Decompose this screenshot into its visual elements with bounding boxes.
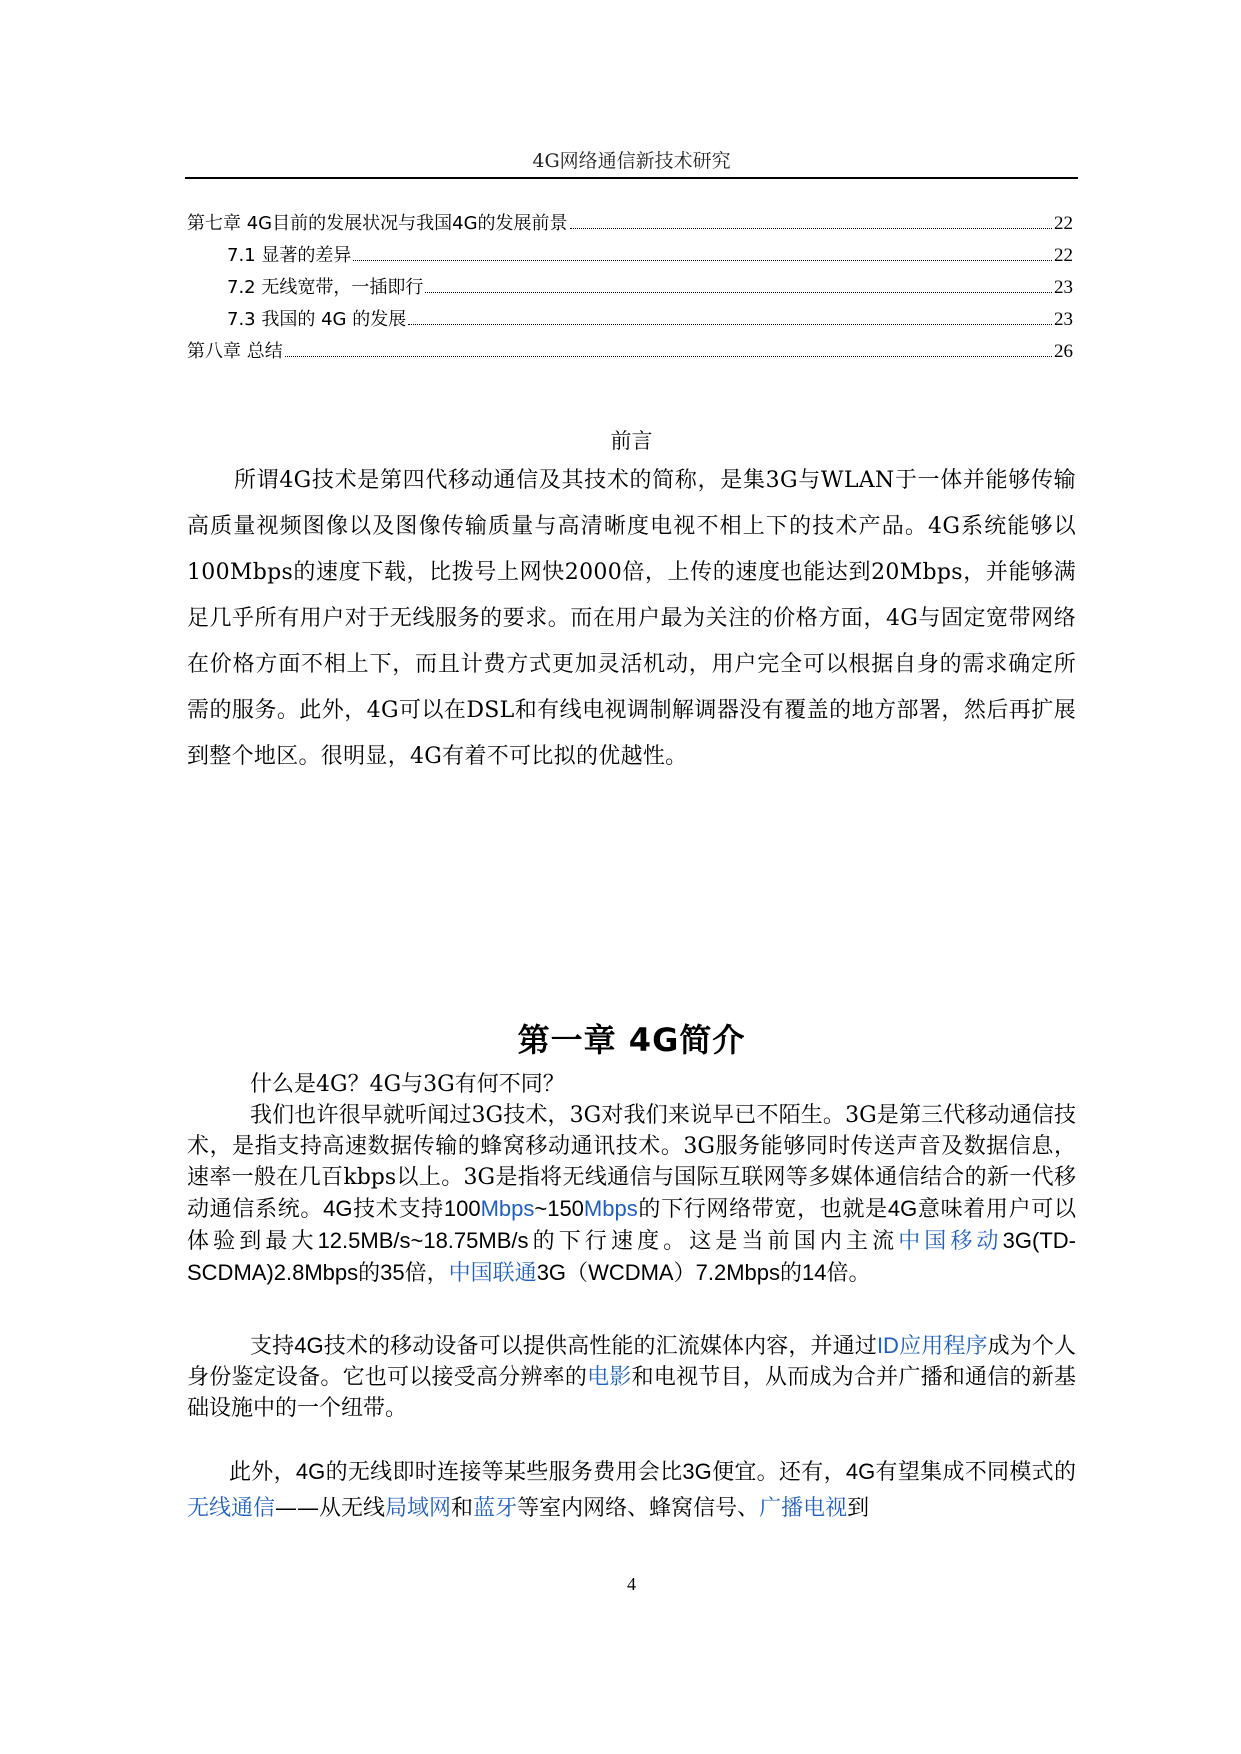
text-run: 4G: [295, 1459, 326, 1484]
text-run: ——从无线: [275, 1496, 386, 1521]
header-rule: [185, 177, 1078, 179]
inline-link[interactable]: Mbps: [480, 1196, 535, 1221]
text-run: 12.5MB/s~18.75MB/s: [317, 1228, 529, 1253]
text-run: 技术支持: [352, 1197, 444, 1222]
text-run: 7.2Mbps: [695, 1260, 781, 1285]
toc-leader-dots: [408, 323, 1052, 325]
chapter-question: 什么是4G？4G与3G有何不同？: [250, 1072, 565, 1097]
toc-entry-page: 22: [1054, 245, 1073, 266]
text-run: 3G: [682, 1459, 712, 1484]
text-run: 我们也许很早就听闻过3G技术，3G对我们来说早已不陌生。3G是第三代移动通信技术，是指支持高速数据传输的蜂窝移动通讯技术。3G服务能够同时传送声音及数据信息，速率一般在几百kbps以上。3G是指将无线通信与国际互联网等多媒体通信结合的新一代移动通信系统。: [187, 1103, 1076, 1222]
text-run: 有望集成不同模式的: [875, 1460, 1076, 1485]
text-run: 4G: [323, 1196, 353, 1221]
chapter-paragraph-3: [187, 1454, 1076, 1527]
text-run: 4G: [294, 1333, 324, 1358]
text-run: 100: [443, 1196, 481, 1221]
toc-entry-label: 7.1 显著的差异: [227, 245, 352, 266]
toc-entry-page: 23: [1054, 309, 1073, 330]
text-run: 4G: [887, 1196, 918, 1221]
text-run: 技术的移动设备可以提供高性能的汇流媒体内容，并通过: [323, 1334, 877, 1359]
text-run: 3G(TD-SCDMA)2.8Mbps: [187, 1228, 1076, 1285]
text-run: 意味着用户可以体验到最大: [187, 1197, 1076, 1254]
text-run: 35: [380, 1260, 405, 1285]
chapter-paragraph-2: [187, 1330, 1076, 1424]
inline-link[interactable]: 蓝牙: [473, 1496, 518, 1521]
text-run: 14: [802, 1260, 827, 1285]
chapter-paragraph-1: [187, 1100, 1076, 1289]
toc-leader-dots: [285, 355, 1052, 357]
toc-entry-page: 22: [1054, 213, 1073, 234]
toc-entry[interactable]: [187, 241, 1073, 273]
toc-leader-dots: [353, 259, 1052, 261]
text-run: 的下行网络带宽，也就是: [637, 1197, 888, 1222]
text-run: 和电视节目，从而成为合并广播和通信的新基础设施中的一个纽带。: [187, 1365, 1076, 1421]
text-run: ~150: [534, 1196, 584, 1221]
text-run: 成为个人身份鉴定设备。它也可以接受高分辨率的: [187, 1334, 1076, 1390]
text-run: 倍，: [404, 1261, 449, 1286]
inline-link[interactable]: ID: [876, 1333, 899, 1358]
text-run: 倍。: [826, 1261, 871, 1286]
foreword-paragraph: 所谓4G技术是第四代移动通信及其技术的简称，是集3G与WLAN于一体并能够传输高质量视频图像以及图像传输质量与高清晰度电视不相上下的技术产品。4G系统能够以100Mbps的速度下载，比拨号上网快2000倍，上传的速度也能达到20Mbps，并能够满足几乎所有用户对于无线服务的要求。而在用户最为关注的价格方面，4G与固定宽带网络在价格方面不相上下，而且计费方式更加灵活机动，用户完全可以根据自身的需求确定所需的服务。此外，4G可以在DSL和有线电视调制解调器没有覆盖的地方部署，然后再扩展到整个地区。很明显，4G有着不可比拟的优越性。: [187, 468, 1076, 769]
inline-link[interactable]: 无线通信: [187, 1496, 276, 1521]
toc-leader-dots: [425, 291, 1052, 293]
toc-entry-page: 23: [1054, 277, 1073, 298]
text-run: 便宜。还有，: [711, 1460, 846, 1485]
text-run: 此外，: [229, 1460, 296, 1485]
chapter-title: 第一章 4G简介: [517, 1021, 746, 1059]
toc-entry[interactable]: [187, 273, 1073, 305]
text-run: ）: [673, 1261, 696, 1286]
text-run: 的: [358, 1261, 381, 1286]
toc-entry-page: 26: [1054, 341, 1073, 362]
text-run: 4G: [845, 1459, 876, 1484]
toc-entry-label: 第七章 4G目前的发展状况与我国4G的发展前景: [187, 213, 568, 234]
inline-link[interactable]: 中国移动: [898, 1229, 1003, 1254]
foreword-title: 前言: [610, 429, 653, 453]
text-run: 的下行速度。这是当前国内主流: [528, 1229, 899, 1254]
toc-entry-label: 7.3 我国的 4G 的发展: [227, 309, 407, 330]
page-number: 4: [627, 1574, 636, 1594]
text-run: 支持: [250, 1334, 295, 1359]
inline-link[interactable]: Mbps: [583, 1196, 638, 1221]
inline-link[interactable]: 应用程序: [898, 1334, 988, 1359]
inline-link[interactable]: 电影: [587, 1365, 632, 1390]
inline-link[interactable]: 局域网: [385, 1496, 452, 1521]
toc-entry[interactable]: [187, 209, 1073, 241]
text-run: 的: [780, 1261, 803, 1286]
toc-entry[interactable]: [187, 305, 1073, 337]
inline-link[interactable]: 广播电视: [759, 1496, 848, 1521]
running-header: 4G网络通信新技术研究: [532, 150, 731, 172]
table-of-contents: [187, 209, 1073, 369]
text-run: WCDMA: [588, 1260, 674, 1285]
text-run: 的无线即时连接等某些服务费用会比: [325, 1460, 683, 1485]
text-run: （: [566, 1261, 589, 1286]
toc-entry-label: 7.2 无线宽带，一插即行: [227, 277, 424, 298]
toc-entry-label: 第八章 总结: [187, 341, 283, 362]
text-run: 和: [451, 1496, 474, 1521]
toc-entry[interactable]: [187, 337, 1073, 369]
toc-leader-dots: [570, 227, 1052, 229]
text-run: 3G: [536, 1260, 567, 1285]
text-run: 到: [847, 1496, 870, 1521]
text-run: 等室内网络、蜂窝信号、: [517, 1496, 760, 1521]
inline-link[interactable]: 中国联通: [448, 1261, 537, 1286]
